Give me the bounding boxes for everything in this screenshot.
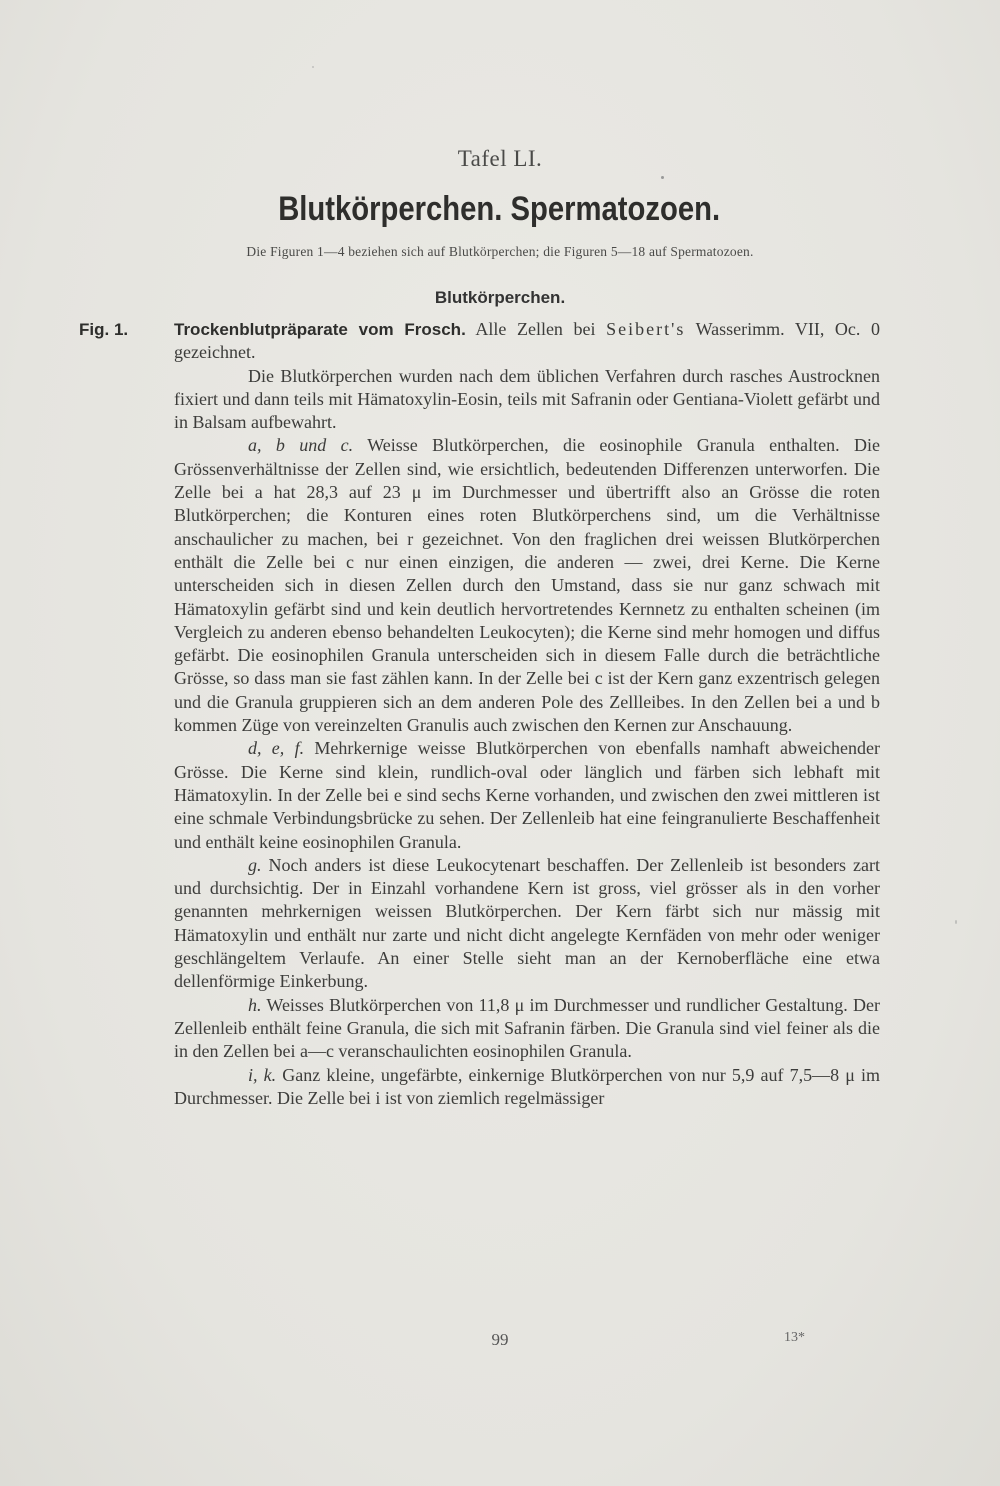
paragraph — [174, 365, 880, 435]
body-text — [79, 318, 881, 1110]
paragraph — [174, 1064, 880, 1111]
subtitle: Die Figuren 1—4 beziehen sich auf Blutkörperchen; die Figuren 5—18 auf Spermatozoen. — [246, 244, 754, 259]
figure-title: Trockenblutpräparate vom Frosch. — [174, 320, 466, 339]
figure-label: Fig. 1. — [79, 320, 129, 339]
page-title: Blutkörperchen. Spermatozoen. — [278, 190, 721, 228]
paragraph — [174, 854, 880, 994]
paragraph-lead: g. — [248, 854, 262, 875]
plate-number: Tafel LI. — [457, 146, 543, 171]
paragraph-lead: d, e, f. — [248, 738, 305, 759]
paragraph-lead: a, b und c. — [248, 435, 354, 456]
paragraph-text: Weisse Blutkörperchen, die eosinophile Granula enthalten. Die Grössenverhältnisse der Zellen sind, wie ersichtlich, bedeutenden Differenzen unterworfen. Die Zelle bei a hat 28,3 auf 23 μ im Durchmesser und übertrifft also an Grösse die roten Blutkörperchen; die Konturen eines roten Blutkörperchens sind, um die Verhältnisse anschaulicher zu machen, bei r gezeichnet. Von den fraglichen drei weissen Blutkörperchen enthält die Zelle bei c nur einen einzigen, die anderen — zwei, drei Kerne. Die Kerne unterscheiden sich in diesen Zellen durch den Umstand, dass sie nur ganz schwach mit Hämatoxylin gefärbt sind und kein deutlich hervortretendes Kernnetz zu enthalten scheinen (im Vergleich zu anderen ebenso behandelten Leukocyten); die Kerne sind mehr homogen und diffus gefärbt. Die eosinophilen Granula unterscheiden sich in diesem Falle durch die beträchtliche Grösse, so dass man sie fast zählen kann. In der Zelle bei c ist der Kern ganz exzentrisch gelegen und die Granula gruppieren sich an dem anderen Pole des Zellleibes. In den Zellen bei a und b kommen Züge von vereinzelten Granulis auch zwischen den Kernen zur Anschauung. — [174, 435, 880, 736]
paragraph — [174, 434, 880, 737]
paper-speck — [661, 176, 664, 179]
paragraph-lead: h. — [248, 994, 262, 1015]
paper-speck — [312, 66, 314, 68]
section-heading: Blutkörperchen. — [434, 288, 566, 307]
paragraph-text: Mehrkernige weisse Blutkörperchen von ebenfalls namhaft abweichender Grösse. Die Kerne sind klein, rundlich-oval oder länglich und färben sich lebhaft mit Hämatoxylin. In der Zelle bei e sind sechs Kerne vorhanden, und zwischen den zwei mittleren ist eine schmale Verbindungsbrücke zu sehen. Der Zellenleib hat eine feingranulierte Beschaffenheit und enthält keine eosinophilen Granula. — [174, 738, 880, 852]
paragraph-text: Weisses Blutkörperchen von 11,8 μ im Durchmesser und rundlicher Gestaltung. Der Zellenleib enthält feine Granula, die sich mit Safranin färben. Die Granula sind viel feiner als die in den Zellen bei a—c veranschaulichten eosinophilen Granula. — [174, 994, 880, 1062]
page-number: 99 — [491, 1330, 509, 1349]
figure-intro-a: Alle Zellen bei — [465, 319, 607, 339]
paper-speck — [955, 920, 957, 924]
paragraph-lead: i, k. — [248, 1064, 277, 1085]
figure-intro-b: Wasserimm. VII, Oc. 0 gezeichnet. — [174, 319, 881, 363]
author-name: Seibert's — [606, 319, 686, 339]
figure-caption — [79, 318, 881, 365]
paragraph — [174, 737, 880, 853]
paragraph — [174, 994, 880, 1064]
paragraph-text: Die Blutkörperchen wurden nach dem üblichen Verfahren durch rasches Austrocknen fixiert und dann teils mit Hämatoxylin-Eosin, teils mit Safranin oder Gentiana-Violett gefärbt und in Balsam aufbewahrt. — [174, 365, 880, 433]
paragraph-text: Ganz kleine, ungefärbte, einkernige Blutkörperchen von nur 5,9 auf 7,5—8 μ im Durchmesser. Die Zelle bei i ist von ziemlich regelmässiger — [174, 1064, 880, 1108]
signature-mark: 13* — [784, 1330, 805, 1345]
paragraph-text: Noch anders ist diese Leukocytenart beschaffen. Der Zellenleib ist besonders zart und durchsichtig. Der in Einzahl vorhandene Kern ist gross, viel grösser als in den vorher genannten mehrkernigen weissen Blutkörperchen. Der Kern färbt sich nur mässig mit Hämatoxylin und enthält nur zarte und nicht dicht angelegte Kernfäden von mehr oder weniger geschlängeltem Verlaufe. An einer Stelle sieht man an der Kernoberfläche eine etwa dellenförmige Einkerbung. — [174, 854, 880, 992]
